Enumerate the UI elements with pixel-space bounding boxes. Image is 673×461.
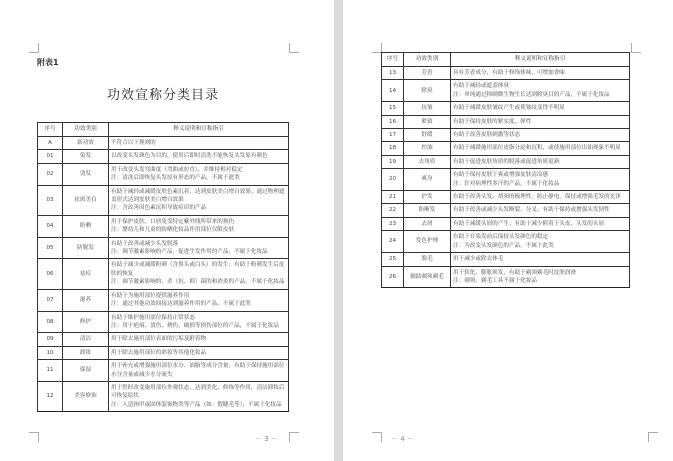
row-seq: 10 [38, 346, 63, 359]
row-description [451, 169, 630, 191]
row-description [451, 253, 630, 266]
description-line: 注：用于疤痕、烫伤、烧伤、破损等损伤部位的产品，不属于化妆品 [111, 322, 279, 329]
description-line: 有助于在染发前后保持头发颜色的稳定 [453, 234, 549, 241]
description-line: 有助于减缓头屑的产生；有助于减少附着于头皮、头发的头屑 [453, 220, 605, 227]
row-category: 新功效 [63, 137, 109, 150]
row-category: 祛斑美白 [63, 185, 109, 215]
row-description [451, 266, 630, 288]
row-category: 染发 [63, 150, 109, 163]
description-line: 用于暂时改变施用部位外观状态，达到美化、修饰等作用，清洁卸妆后可恢复原状 [111, 384, 285, 400]
description-line: 注：含改善因色素沉积导致痘印的产品 [111, 205, 207, 212]
description-line: 以改变头发颜色为目的，使用后即时清洗不能恢复头发原有颜色 [111, 153, 268, 160]
row-seq: 05 [38, 237, 63, 259]
description-line: 有助于保持皮肤干爽或增强皮肤清凉感 [453, 172, 549, 179]
description-line: 注：针对病理性多汗的产品，不属于化妆品 [453, 180, 560, 187]
description-line: 用于除去施用部位的彩妆等其他化妆品 [111, 349, 207, 356]
header-seq: 序号 [382, 53, 404, 67]
description-line: 有助于减少或减缓粉刺（含黑头或白头）的发生；有助于粉刺发生后皮肤的恢复 [111, 262, 285, 277]
row-description [451, 115, 630, 128]
document-page-3 [0, 0, 334, 461]
row-category: 紧致 [404, 115, 451, 128]
row-description [109, 289, 289, 311]
description-line: 用于减少或除去体毛 [453, 256, 504, 263]
description-line: 有助于减缓皮肤皱纹产生或使皱纹变得不明显 [453, 105, 565, 112]
description-line: 具有芳香成分，有助于修饰体味，可增加香味 [453, 70, 565, 76]
corner-mark [631, 43, 641, 53]
table-row [382, 204, 630, 217]
corner-mark [289, 43, 299, 53]
row-category: 抗皱 [404, 102, 451, 115]
description-line: 用于除去施用部位表面的污垢及附着物 [111, 336, 207, 343]
row-description [109, 215, 289, 237]
description-line: 有助于促进皮肤角质的脱落或促进角质更新 [453, 158, 560, 165]
row-category: 除臭 [404, 80, 451, 102]
document-page-4 [343, 0, 673, 461]
description-line: 注：调节激素影响的产品，促进生发作用的产品，不属于化妆品 [111, 249, 268, 256]
table-row [38, 259, 289, 289]
row-description [451, 217, 630, 230]
efficacy-table-part1 [37, 122, 289, 412]
page-number: － 4 － [391, 435, 414, 443]
efficacy-table-part2 [381, 52, 630, 288]
table-row [38, 333, 289, 346]
table-row [38, 163, 289, 185]
description-line: 用于保护皮肤、口唇免受特定紫外线所带来的损伤 [111, 218, 235, 225]
row-category: 修护 [63, 311, 109, 333]
description-line: 有助于为施用部位提供滋养作用 [111, 292, 190, 299]
row-description [451, 191, 630, 204]
table-row [38, 311, 289, 333]
row-seq: 16 [382, 115, 404, 128]
row-category: 防断发 [404, 204, 451, 217]
row-seq: 14 [382, 80, 404, 102]
description-line: 不符合以下规则的 [111, 140, 156, 146]
row-seq: 09 [38, 333, 63, 346]
row-description [109, 150, 289, 163]
row-category: 去屑 [404, 217, 451, 230]
table-row [38, 150, 289, 163]
row-category: 爽身 [404, 169, 451, 191]
description-line: 有助于改善或减少头发脱落 [111, 240, 179, 247]
table-row [382, 231, 630, 253]
row-seq: 04 [38, 215, 63, 237]
row-seq: 13 [382, 67, 404, 80]
row-description [451, 129, 630, 142]
row-seq: 18 [382, 142, 404, 155]
description-line: 注：人造指甲或固体装饰物类等产品（如：假睫毛等），不属于化妆品 [111, 401, 282, 408]
table-row [382, 142, 630, 155]
row-description [451, 231, 630, 253]
description-line: 用于补充或增强施用部位水分、油脂等成分含量；有助于保持施用部位水分含量或减少水分流失 [111, 363, 285, 378]
row-description [109, 360, 289, 382]
row-seq: 03 [38, 185, 63, 215]
row-category: 护发 [404, 191, 451, 204]
description-line: 注：调节激素影响的、杀（抗、抑）菌的和消炎的产品，不属于化妆品 [111, 279, 285, 286]
table-row [38, 360, 289, 382]
table-row [382, 266, 630, 288]
row-description [109, 311, 289, 333]
description-line: 注：剃须、剃毛工具不属于化妆品 [453, 277, 537, 284]
description-line: 注：为改变头发颜色的产品，不属于此类 [453, 242, 554, 249]
row-description [451, 142, 630, 155]
row-seq: 20 [382, 169, 404, 191]
description-line: 有助于改善头发、胡须的梳理性，防止静电，保持或增强毛发的光泽 [453, 194, 621, 201]
row-category: 防脱发 [63, 237, 109, 259]
table-header-row [382, 53, 630, 67]
appendix-label: 附表1 [37, 58, 59, 67]
table-row [382, 155, 630, 168]
description-line: 注：清洗后即恢复头发原有形态的产品，不属于此类 [111, 175, 240, 182]
row-description [451, 155, 630, 168]
row-description [109, 381, 289, 411]
row-description [451, 102, 630, 115]
table-row [382, 217, 630, 230]
row-category: 芳香 [404, 67, 451, 80]
row-category: 滋养 [63, 289, 109, 311]
row-description [109, 346, 289, 359]
row-description [451, 204, 630, 217]
row-category: 去角质 [404, 155, 451, 168]
row-seq: 19 [382, 155, 404, 168]
table-row [38, 289, 289, 311]
table-row [382, 253, 630, 266]
row-seq: 01 [38, 150, 63, 163]
corner-mark [648, 432, 658, 442]
page-number: － 3 － [255, 435, 278, 443]
row-category: 控油 [404, 142, 451, 155]
table-row [38, 137, 289, 150]
header-seq: 序号 [38, 123, 63, 137]
row-description [451, 67, 630, 80]
row-seq: 25 [382, 253, 404, 266]
description-line: 注：通过其他功效间接达到滋养作用的产品，不属于此类 [111, 301, 251, 308]
row-category: 烫发 [63, 163, 109, 185]
corner-mark [289, 432, 299, 442]
row-description [109, 185, 289, 215]
table-row [38, 185, 289, 215]
table-row [382, 129, 630, 142]
description-line: 用于软化、膨胀须发，有助于剃须剃毛时皮肤润滑 [453, 269, 577, 276]
description-line: 注：单纯通过抑制微生物生长达到除臭目的产品，不属于化妆品 [453, 91, 610, 98]
row-seq: 12 [38, 381, 63, 411]
corner-mark [29, 432, 39, 442]
table-row [38, 215, 289, 237]
row-seq: 06 [38, 259, 63, 289]
row-seq: 23 [382, 217, 404, 230]
table-row [382, 102, 630, 115]
description-line: 有助于减轻或遮盖体臭 [453, 83, 509, 90]
table-row [38, 346, 289, 359]
table-row [38, 381, 289, 411]
row-category: 清洁 [63, 333, 109, 346]
description-line: 有助于保持皮肤的紧实度、弹性 [453, 118, 532, 125]
header-description: 释义说明和宣称指引 [451, 53, 630, 67]
row-category: 祛痘 [63, 259, 109, 289]
description-line: 注：婴幼儿和儿童的防晒化妆品作用部位仅限皮肤 [111, 227, 235, 234]
row-seq: 08 [38, 311, 63, 333]
description-line: 有助于维护施用部位保持正常状态 [111, 314, 195, 321]
row-category: 保湿 [63, 360, 109, 382]
row-description [109, 333, 289, 346]
row-description [109, 259, 289, 289]
row-seq: 26 [382, 266, 404, 288]
row-seq: 21 [382, 191, 404, 204]
table-row [38, 237, 289, 259]
row-seq: 17 [382, 129, 404, 142]
row-seq: 24 [382, 231, 404, 253]
page-title: 功效宣称分类目录 [106, 88, 219, 103]
corner-mark [29, 43, 39, 53]
row-description [451, 80, 630, 102]
table-header-row [38, 123, 289, 137]
row-seq: 22 [382, 204, 404, 217]
description-line: 用于改变头发弯曲度（弯曲或拉直），并维持相对稳定 [111, 166, 243, 173]
page-gutter [334, 0, 343, 461]
row-seq: 11 [38, 360, 63, 382]
description-line: 有助于改善皮肤刺激等状态 [453, 132, 521, 139]
table-row [382, 115, 630, 128]
table-row [382, 67, 630, 80]
row-category: 发色护理 [404, 231, 451, 253]
table-row [382, 80, 630, 102]
table-row [382, 169, 630, 191]
description-line: 有助于改善或减少头发断裂、分叉；有助于保持或增强头发韧性 [453, 207, 610, 214]
row-seq: 15 [382, 102, 404, 115]
row-description [109, 163, 289, 185]
header-category: 功效类别 [63, 123, 109, 137]
row-category: 卸妆 [63, 346, 109, 359]
row-category: 防晒 [63, 215, 109, 237]
header-category: 功效类别 [404, 53, 451, 67]
row-description [109, 237, 289, 259]
corner-mark [372, 432, 382, 442]
row-category: 辅助剃须剃毛 [404, 266, 451, 288]
description-line: 有助于减缓施用部位皮脂分泌和沉积，或使施用部位出油现象不明显 [453, 145, 621, 152]
row-seq: 02 [38, 163, 63, 185]
header-description: 释义说明和宣称指引 [109, 123, 289, 137]
row-category: 美容修饰 [63, 381, 109, 411]
row-seq: A [38, 137, 63, 150]
row-category: 脱毛 [404, 253, 451, 266]
description-line: 有助于减轻或减缓皮肤色素沉着，达到皮肤美白增白效果；通过物理遮盖形式达到皮肤美白增白效果 [111, 188, 285, 204]
row-category: 舒缓 [404, 129, 451, 142]
row-description [109, 137, 289, 150]
table-row [382, 191, 630, 204]
row-seq: 07 [38, 289, 63, 311]
